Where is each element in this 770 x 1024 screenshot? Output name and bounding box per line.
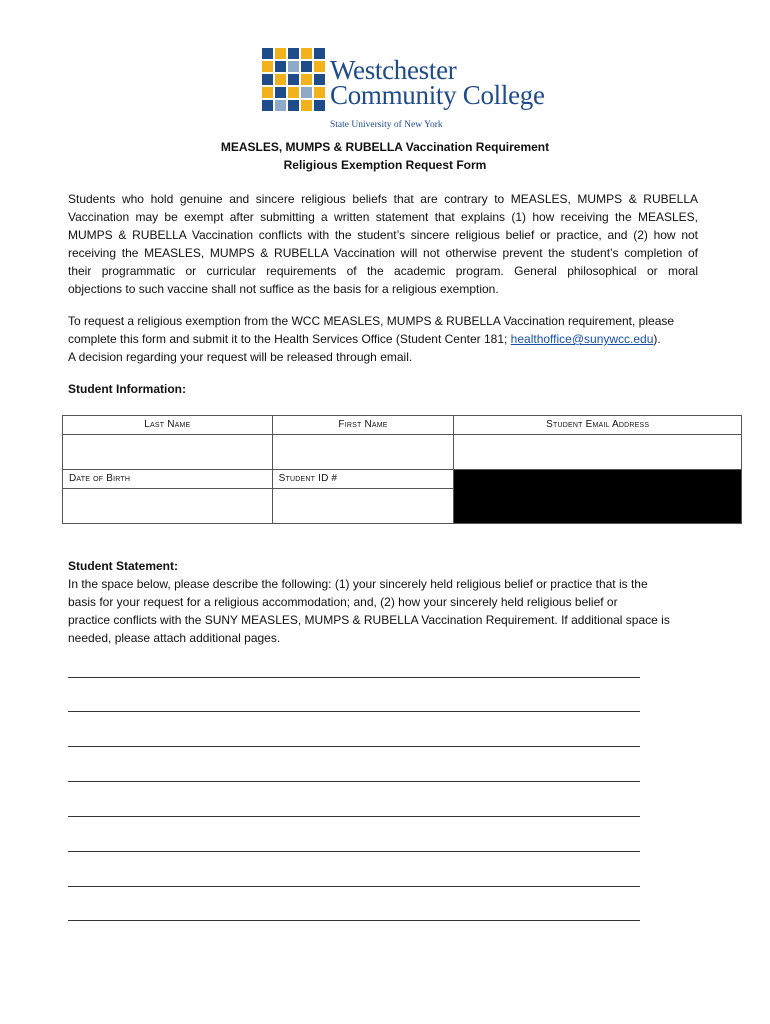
form-subtitle: Religious Exemption Request Form (283, 158, 487, 172)
email-label: Student Email Address (546, 419, 650, 430)
last-name-label: Last Name (144, 419, 191, 430)
dob-header (63, 470, 273, 489)
student-info-heading: Student Information: (68, 382, 186, 396)
logo-mosaic-icon (262, 48, 326, 112)
student-id-header (272, 470, 454, 489)
first-name-field[interactable] (272, 435, 454, 470)
statement-writing-line[interactable] (68, 676, 640, 678)
request-line (68, 330, 698, 348)
statement-writing-line[interactable] (68, 710, 640, 712)
statement-writing-line[interactable] (68, 815, 640, 817)
dob-label: Date of Birth (69, 473, 131, 484)
statement-line: basis for your request for a religious accommodation; and, (2) how your sincerely held religious belief or (68, 595, 618, 609)
student-id-label: Student ID # (278, 473, 338, 484)
intro-paragraph (68, 190, 698, 298)
intro-line: receiving the MEASLES, MUMPS & RUBELLA Vaccination will not otherwise prevent the student’s completion of (68, 246, 698, 260)
intro-line: Vaccination may be exempt after submitting a written statement that explains (1) how receiving the MEASLES, (68, 210, 698, 224)
statement-writing-line[interactable] (68, 745, 640, 747)
college-logo (262, 48, 545, 136)
dob-field[interactable] (63, 489, 273, 524)
email-header (454, 416, 742, 435)
health-office-email-link[interactable]: healthoffice@sunywcc.edu (510, 332, 654, 346)
student-statement-heading: Student Statement: (68, 559, 179, 573)
statement-writing-line[interactable] (68, 919, 640, 921)
intro-line: MUMPS & RUBELLA Vaccination conflicts with the student’s sincere religious belief or practice, and (2) how not (68, 228, 698, 242)
email-field[interactable] (454, 435, 742, 470)
request-line: To request a religious exemption from the WCC MEASLES, MUMPS & RUBELLA Vaccination requirement, please (68, 314, 675, 328)
last-name-field[interactable] (63, 435, 273, 470)
form-title: MEASLES, MUMPS & RUBELLA Vaccination Requirement (220, 140, 550, 154)
intro-line: Students who hold genuine and sincere religious beliefs that are contrary to MEASLES, MUMPS & RUBELLA (68, 192, 698, 206)
student-id-field[interactable] (272, 489, 454, 524)
logo-subtitle: State University of New York (330, 120, 443, 130)
last-name-header (63, 416, 273, 435)
first-name-label: First Name (338, 419, 388, 430)
statement-line: In the space below, please describe the following: (1) your sincerely held religious belief or practice that is the (68, 577, 648, 591)
request-line-text: complete this form and submit it to the Health Services Office (Student Center 181; (68, 332, 511, 346)
statement-line: practice conflicts with the SUNY MEASLES, MUMPS & RUBELLA Vaccination Requirement. If additional space is (68, 613, 670, 627)
request-paragraph (68, 312, 698, 366)
logo-text-line2: Community College (330, 80, 545, 110)
request-line-end: ). (653, 332, 661, 346)
blacked-out-cell (454, 470, 742, 524)
statement-writing-line[interactable] (68, 885, 640, 887)
student-info-table (62, 415, 742, 524)
statement-writing-line[interactable] (68, 780, 640, 782)
logo-text-line1: Westchester (330, 55, 457, 85)
first-name-header (272, 416, 454, 435)
statement-instructions (68, 575, 698, 647)
intro-line: their programmatic or curricular requirements of the academic program. General philosophical or moral (68, 264, 698, 278)
request-line: A decision regarding your request will be released through email. (68, 350, 413, 364)
statement-writing-line[interactable] (68, 850, 640, 852)
statement-line: needed, please attach additional pages. (68, 631, 281, 645)
intro-line: objections to such vaccine shall not suffice as the basis for a religious exemption. (68, 282, 499, 296)
